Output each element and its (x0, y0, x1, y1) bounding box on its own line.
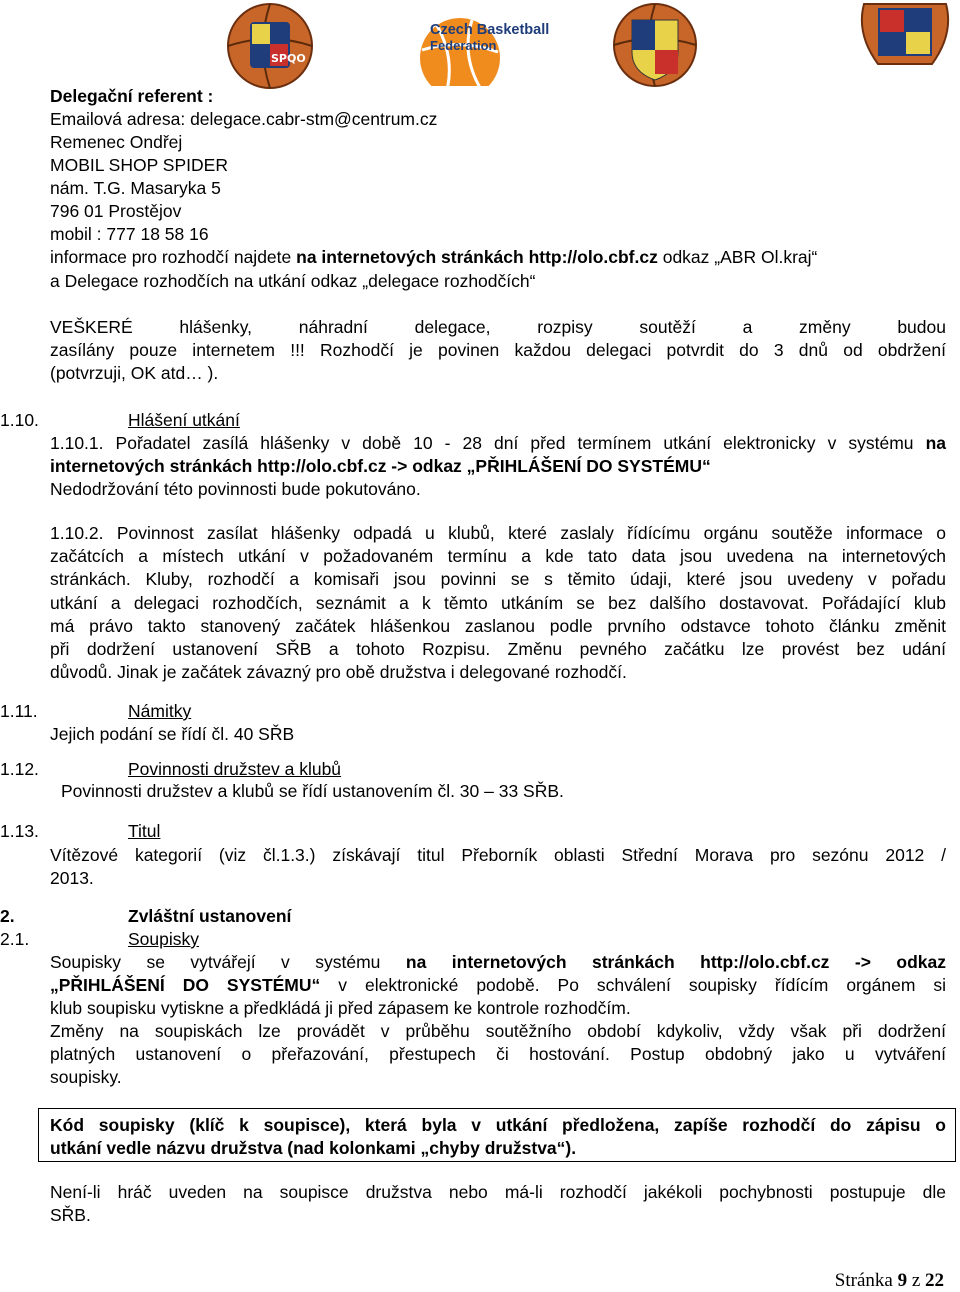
s1-10-1-line-2: internetových stránkách http://olo.cbf.cz -> odkaz „PŘIHLÁŠENÍ DO SYSTÉMU“ (50, 456, 711, 477)
far-right-logo (850, 0, 956, 68)
left-region-logo (226, 2, 314, 90)
cbf-logo-line1: Czech Basketball (430, 22, 550, 38)
footer-total: 22 (925, 1270, 944, 1291)
notice-line-3: (potvrzuji, OK atd… ). (50, 363, 219, 384)
box-line-2: utkání vedle názvu družstva (nad kolonkami „chyby družstva“). (50, 1138, 577, 1159)
left-logo-text: SPQO (271, 52, 306, 65)
s2-1-line-1 (50, 951, 946, 974)
s2-1-p2-line: Změny na soupiskách lze provádět v průběhu soutěžního období kdykoliv, vždy však při dodržení (50, 1021, 946, 1041)
s1-10-1-line-1-bold: na (925, 433, 946, 453)
section-1-10-1-paragraph (50, 432, 946, 502)
s1-10-1-line-1 (50, 432, 946, 455)
s2-1-line-2-bold: „PŘIHLÁŠENÍ DO SYSTÉMU“ (50, 975, 321, 996)
delegate-city: 796 01 Prostějov (50, 201, 182, 221)
s2-1-line-2 (50, 974, 946, 997)
s1-10-2-line: důvodů. Jinak je začátek závazný pro obě družstva i delegované rozhodčí. (50, 662, 627, 683)
section-2-1-heading: Soupisky (128, 929, 200, 949)
delegate-street: nám. T.G. Masaryka 5 (50, 178, 221, 198)
section-2-1-paragraph-1 (50, 951, 946, 1021)
s1-10-2-line: začátcích a místech utkání v požadovaném termínu a kde tato data jsou uvedena na internetových (50, 546, 946, 567)
final-line-1: Není-li hráč uveden na soupisce družstva nebo má-li rozhodčí jakékoli pochybnosti postupuje dle (50, 1182, 946, 1202)
section-2-number: 2. (0, 906, 15, 926)
section-1-12-heading: Povinnosti družstev a klubů (128, 759, 342, 779)
footer-mid: z (907, 1270, 925, 1291)
section-1-13-number: 1.13. (0, 821, 39, 841)
footer-prefix: Stránka (834, 1270, 898, 1291)
soupiska-code-text (50, 1114, 946, 1160)
section-1-11-number: 1.11. (0, 701, 38, 721)
s1-10-2-line: stránkách. Kluby, rozhodčí a komisaři jsou povinni se s těmito údaji, které jsou uvedeny v pořadu (50, 569, 946, 590)
s1-10-2-line: 1.10.2. Povinnost zasílat hlášenky odpadá u klubů, které zaslaly řídícímu orgánu soutěže informace o (50, 523, 946, 543)
section-2-heading: Zvláštní ustanovení (128, 906, 292, 926)
s1-10-2-line: má právo takto stanovený začátek hlášenkou zaslanou podle prvního odstavce tohoto článku změnit (50, 615, 946, 636)
delegate-mobile: mobil : 777 18 58 16 (50, 224, 209, 244)
section-1-13-paragraph (50, 844, 946, 890)
s1-10-1-line-1-normal: 1.10.1. Pořadatel zasílá hlášenky v době 10 - 28 dní před termínem utkání elektronicky v systému (50, 433, 926, 453)
s2-1-p2-line: platných ustanovení o přeřazování, přestupech či hostování. Postup obdobný jako u vytváření (50, 1044, 946, 1065)
s1-13-line-1: Vítězové kategorií (viz čl.1.3.) získávají titul Přeborník oblasti Střední Morava pro sezónu 2012 / (50, 845, 946, 865)
section-1-11-text: Jejich podání se řídí čl. 40 SŘB (50, 724, 295, 744)
s2-1-line-3: klub soupisku vytiskne a předkládá ji před zápasem ke kontrole rozhodčím. (50, 998, 631, 1019)
section-2-1-number: 2.1. (0, 929, 30, 949)
s2-1-line-1-bold: na internetových stránkách http://olo.cbf.cz -> odkaz (405, 952, 946, 972)
s2-1-line-2-normal: v elektronické podobě. Po schválení soupisky řídícím orgánem si (320, 975, 947, 996)
s1-10-2-line: při dodržení ustanovení SŘB a tohoto Rozpisu. Změnu pevného začátku lze provést bez udání (50, 639, 946, 660)
s2-1-line-1-normal: Soupisky se vytvářejí v systému (50, 952, 406, 972)
right-region-logo (612, 2, 698, 88)
box-line-1: Kód soupisky (klíč k soupisce), která byla v utkání předložena, zapíše rozhodčí do zápisu o (50, 1115, 946, 1135)
delegate-name: Remenec Ondřej (50, 132, 183, 152)
section-1-11-heading: Námitky (128, 701, 192, 721)
section-1-12-number: 1.12. (0, 759, 39, 779)
section-1-10-heading: Hlášení utkání (128, 410, 240, 430)
final-line-2: SŘB. (50, 1205, 91, 1226)
notice-paragraph (50, 316, 946, 386)
section-1-10-number: 1.10. (0, 410, 39, 430)
info-bold-link[interactable]: na internetových stránkách http://olo.cbf.cz (296, 247, 658, 267)
section-2-1-paragraph-2 (50, 1020, 946, 1090)
section-1-13-heading: Titul (128, 821, 161, 841)
cbf-logo (400, 2, 570, 86)
section-1-12-text: Povinnosti družstev a klubů se řídí ustanovením čl. 30 – 33 SŘB. (61, 781, 564, 801)
final-paragraph (50, 1181, 946, 1227)
s1-10-1-line-3: Nedodržování této povinnosti bude pokutováno. (50, 479, 421, 500)
notice-line-1: VEŠKERÉ hlášenky, náhradní delegace, rozpisy soutěží a změny budou (50, 317, 946, 337)
page-footer (835, 1270, 944, 1292)
delegate-info-line (50, 247, 817, 268)
info-prefix: informace pro rozhodčí najdete (50, 247, 297, 267)
info-suffix: odkaz „ABR Ol.kraj“ (657, 247, 818, 267)
s1-13-line-2: 2013. (50, 868, 94, 889)
cbf-logo-line2: Federation (430, 38, 497, 53)
delegate-company: MOBIL SHOP SPIDER (50, 155, 228, 175)
s1-10-2-line: utkání a delegaci rozhodčích, seznámit a k těmto utkáním se bez dalšího dostavovat. Pořádající klub (50, 592, 946, 613)
footer-page: 9 (897, 1270, 908, 1291)
section-1-10-2-paragraph (50, 522, 946, 684)
s2-1-p2-line: soupisky. (50, 1067, 122, 1088)
notice-line-2: zasílány pouze internetem !!! Rozhodčí je povinen každou delegaci potvrdit do 3 dnů od obdržení (50, 340, 946, 361)
delegate-title: Delegační referent : (50, 86, 214, 106)
delegate-email-line: Emailová adresa: delegace.cabr-stm@centrum.cz (50, 109, 438, 129)
delegations-line: a Delegace rozhodčích na utkání odkaz „delegace rozhodčích“ (50, 271, 536, 291)
